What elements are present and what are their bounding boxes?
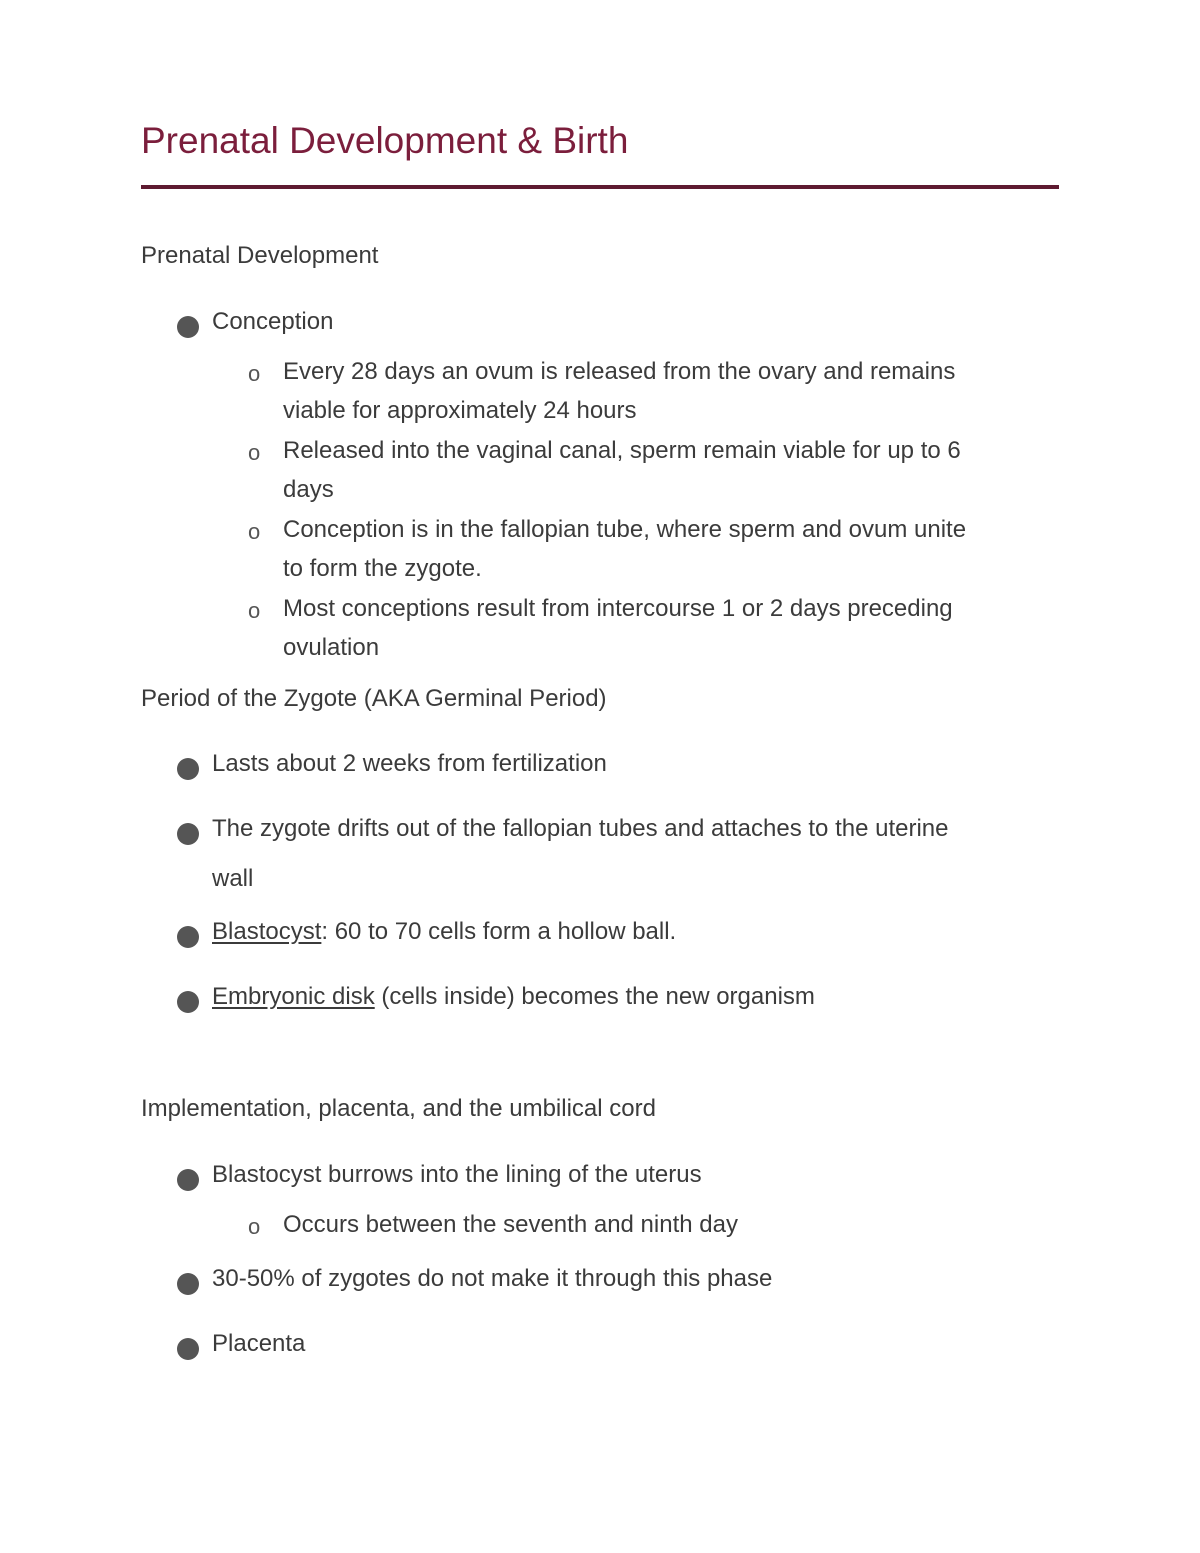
bullet-icon: [177, 1273, 199, 1295]
list-item-continuation: wall: [212, 865, 254, 892]
term-embryonic-disk: Embryonic disk: [212, 983, 375, 1010]
bullet-icon: [177, 1338, 199, 1360]
list-item: The zygote drifts out of the fallopian tubes and attaches to the uterine: [212, 815, 949, 842]
list-item: Blastocyst burrows into the lining of the uterus: [212, 1161, 702, 1188]
sub-list-item: Every 28 days an ovum is released from the ovary and remains: [283, 358, 956, 385]
sub-list-item: Most conceptions result from intercourse 1 or 2 days preceding: [283, 595, 953, 622]
sub-list-item: Conception is in the fallopian tube, where sperm and ovum unite: [283, 516, 967, 543]
list-item: 30-50% of zygotes do not make it through this phase: [212, 1265, 773, 1292]
sub-bullet-icon: o: [248, 598, 261, 623]
list-item: Lasts about 2 weeks from fertilization: [212, 750, 607, 777]
bullet-icon: [177, 1169, 199, 1191]
sub-list-item: Released into the vaginal canal, sperm remain viable for up to 6: [283, 437, 961, 464]
section-heading: Implementation, placenta, and the umbilical cord: [141, 1095, 656, 1122]
term-definition: : 60 to 70 cells form a hollow ball.: [321, 918, 677, 945]
sub-list-item-continuation: days: [283, 476, 334, 503]
sub-list-item-continuation: ovulation: [283, 634, 380, 661]
bullet-icon: [177, 758, 199, 780]
sub-bullet-icon: o: [248, 361, 261, 386]
bullet-icon: [177, 316, 199, 338]
sub-list-item-continuation: viable for approximately 24 hours: [283, 397, 637, 424]
section-heading: Prenatal Development: [141, 242, 379, 269]
sub-list-item: Occurs between the seventh and ninth day: [283, 1211, 738, 1238]
bullet-icon: [177, 991, 199, 1013]
list-item: Conception: [212, 308, 334, 335]
section-heading: Period of the Zygote (AKA Germinal Period): [141, 685, 607, 712]
list-item: [212, 982, 815, 1012]
bullet-icon: [177, 926, 199, 948]
document-title: Prenatal Development & Birth: [141, 120, 629, 161]
sub-bullet-icon: o: [248, 440, 261, 465]
list-item: [212, 917, 676, 947]
term-blastocyst: Blastocyst: [212, 918, 322, 945]
list-item: Placenta: [212, 1330, 306, 1357]
bullet-icon: [177, 823, 199, 845]
title-divider: [141, 185, 1059, 189]
term-definition: (cells inside) becomes the new organism: [374, 983, 815, 1010]
sub-bullet-icon: o: [248, 519, 261, 544]
sub-bullet-icon: o: [248, 1214, 261, 1239]
sub-list-item-continuation: to form the zygote.: [283, 555, 482, 582]
